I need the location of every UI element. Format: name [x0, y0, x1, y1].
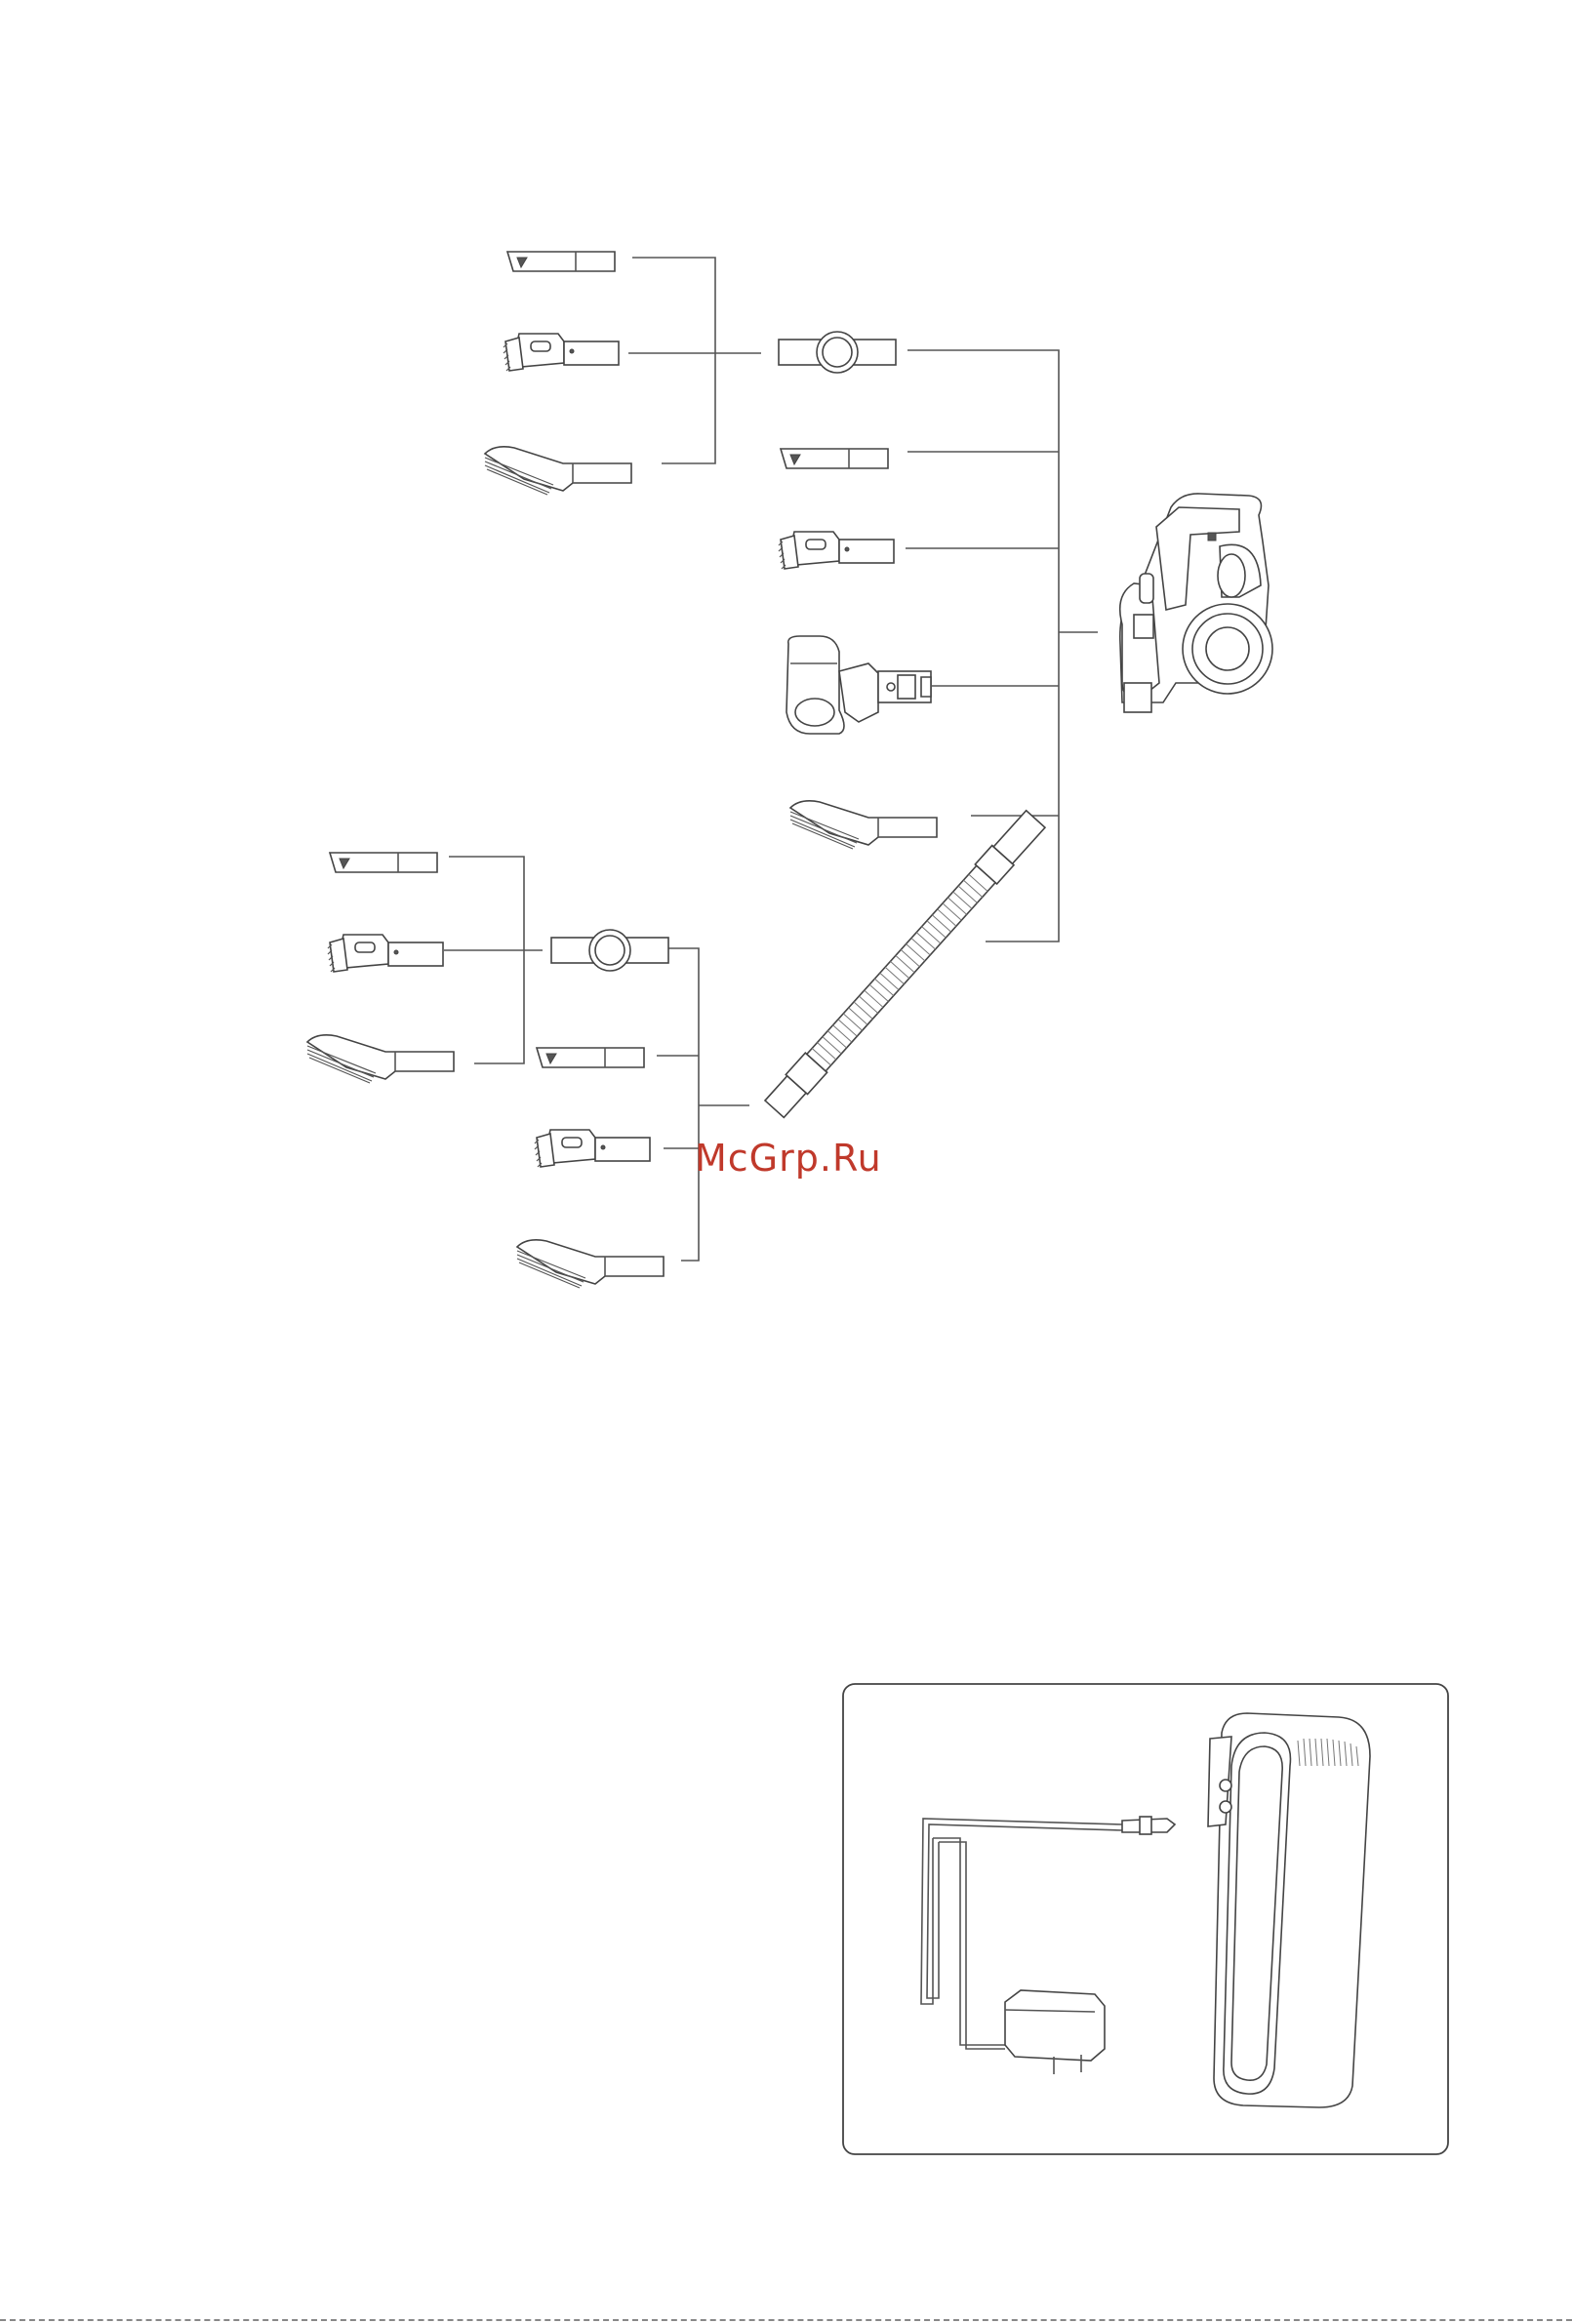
dusting-brush-lower-middle [535, 1130, 650, 1167]
upholstery-tool-middle [790, 801, 937, 849]
handheld-vacuum [1120, 494, 1272, 712]
upholstery-tool-lower-middle [517, 1240, 664, 1288]
flexible-hose [764, 809, 1047, 1118]
watermark: McGrp.Ru [695, 1137, 882, 1180]
motorized-floor-brush [786, 636, 931, 734]
adapter-upper [779, 332, 896, 373]
crevice-tool-upper [507, 252, 615, 271]
crevice-tool-lower-middle [537, 1048, 644, 1067]
dusting-brush-middle [779, 532, 894, 569]
charging-panel [843, 1684, 1448, 2154]
crevice-tool-middle [781, 449, 888, 468]
crevice-tool-lower [330, 853, 437, 872]
upholstery-tool-lower [307, 1035, 454, 1083]
upholstery-tool-upper [485, 447, 631, 495]
dusting-brush-lower [328, 935, 443, 972]
page-bottom-rule [0, 2319, 1572, 2321]
docking-station [1208, 1713, 1370, 2107]
adapter-lower [551, 930, 668, 971]
charger-adapter [921, 1817, 1175, 2074]
dusting-brush-upper [504, 334, 619, 371]
